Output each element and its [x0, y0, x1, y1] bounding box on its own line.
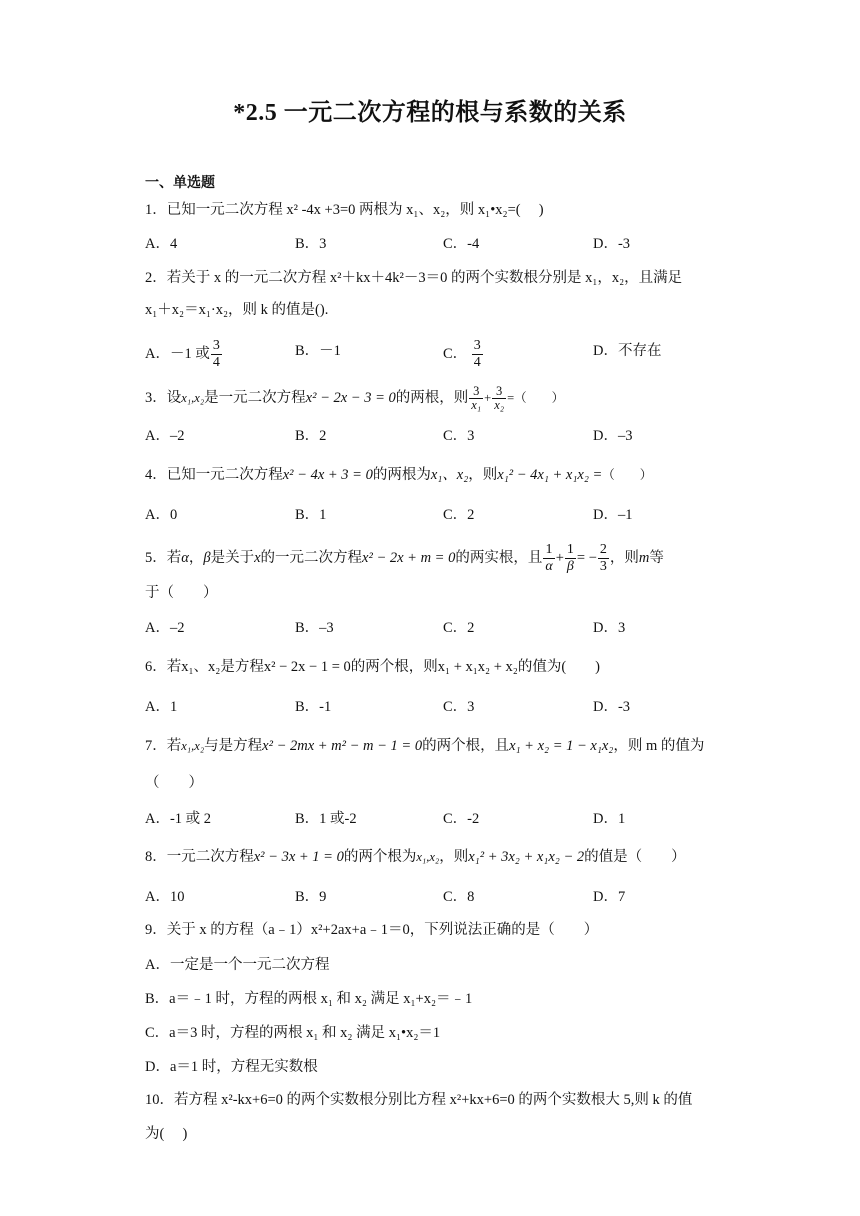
q3-option-c: C．3: [443, 428, 475, 444]
q4-option-d: D．–1: [593, 507, 633, 523]
q2-option-a: A．－1 或 $\frac{3}{4}$: [145, 338, 220, 370]
question-2-line-2: x₁＋x₂＝x₁·x₂，则 k 的值是().: [145, 302, 329, 318]
section-heading: 一、单选题: [145, 176, 215, 191]
fraction: $\frac{3}{4}$: [212, 338, 220, 370]
q4-option-c: C．2: [443, 507, 475, 523]
question-2-line-1: 2．若关于 x 的一元二次方程 x²＋kx＋4k²－3＝0 的两个实数根分别是 x₁，x₂，且满足: [145, 270, 683, 286]
fraction: $\frac{3}{\text{x₂}}$: [494, 384, 505, 412]
question-3: 3．设x₁,x₂是一元二次方程x² − 2x − 3 = 0的两根，则 $\frac{3}{\text{x₁}}$ + $\frac{3}{\text{x₂}}$ =（ ）: [145, 384, 565, 412]
question-6: 6．若x₁、x₂是方程x² − 2x − 1 = 0的两个根，则x₁ + x₁x₂ + x₂的值为( ): [145, 659, 601, 675]
q7-option-a: A．-1 或 2: [145, 811, 212, 827]
q4-option-b: B．1: [295, 507, 327, 523]
fraction: $\frac{3}{\text{x₁}}$: [471, 384, 482, 412]
q3-option-a: A．–2: [145, 428, 185, 444]
q3-option-d: D．–3: [593, 428, 633, 444]
q1-option-b: B．3: [295, 236, 327, 252]
q8-option-a: A．10: [145, 889, 185, 905]
q4-option-a: A．0: [145, 507, 178, 523]
fraction: $\frac{1}{\alpha}$: [545, 542, 553, 574]
question-7-line-1: 7．若x₁,x₂与是方程x² − 2mx + m² − m − 1 = 0的两个根，且x₁ + x₂ = 1 − x₁x₂，则 m 的值为: [145, 738, 705, 754]
q7-option-c: C．-2: [443, 811, 480, 827]
question-1: 1．已知一元二次方程 x² -4x +3=0 两根为 x₁、x₂，则 x₁•x₂=( ): [145, 202, 544, 218]
q9-option-b: B．a＝﹣1 时，方程的两根 x₁ 和 x₂ 满足 x₁+x₂＝﹣1: [145, 991, 473, 1007]
q5-option-d: D．3: [593, 620, 626, 636]
q6-option-c: C．3: [443, 699, 475, 715]
q1-option-c: C．-4: [443, 236, 480, 252]
q8-option-d: D．7: [593, 889, 626, 905]
document-title: *2.5 一元二次方程的根与系数的关系: [233, 100, 627, 126]
q6-option-a: A．1: [145, 699, 178, 715]
fraction: $\frac{3}{4}$: [473, 338, 481, 370]
question-5-line-2: 于（ ）: [145, 585, 218, 601]
q7-option-b: B．1 或-2: [295, 811, 357, 827]
q5-option-b: B．–3: [295, 620, 334, 636]
q1-option-d: D．-3: [593, 236, 631, 252]
q9-option-d: D．a＝1 时，方程无实数根: [145, 1059, 318, 1075]
fraction: $\frac{2}{3}$: [599, 542, 607, 574]
q3-option-b: B．2: [295, 428, 327, 444]
q1-option-a: A．4: [145, 236, 178, 252]
question-8: 8．一元二次方程x² − 3x + 1 = 0的两个根为x₁,x₂，则x₁² + 3x₂ + x₁x₂ − 2的值是（ ）: [145, 849, 686, 865]
question-10-line-2: 为( ): [145, 1126, 188, 1142]
q5-option-c: C．2: [443, 620, 475, 636]
q8-option-b: B．9: [295, 889, 327, 905]
q7-option-d: D．1: [593, 811, 626, 827]
question-10-line-1: 10．若方程 x²-kx+6=0 的两个实数根分别比方程 x²+kx+6=0 的两个实数根大 5,则 k 的值: [145, 1092, 693, 1108]
question-7-line-2: （ ）: [145, 775, 203, 791]
question-9: 9．关于 x 的方程（a﹣1）x²+2ax+a﹣1＝0，下列说法正确的是（ ）: [145, 922, 599, 938]
q5-option-a: A．–2: [145, 620, 185, 636]
question-4: 4．已知一元二次方程x² − 4x + 3 = 0的两根为x₁、x₂，则x₁² − 4x₁ + x₁x₂ =（ ）: [145, 467, 653, 483]
q2-option-c: C． $\frac{3}{4}$: [443, 338, 481, 370]
q6-option-b: B．-1: [295, 699, 332, 715]
q9-option-a: A．一定是一个一元二次方程: [145, 957, 330, 973]
q2-option-b: B．－1: [295, 343, 341, 359]
q6-option-d: D．-3: [593, 699, 631, 715]
question-5-line-1: 5．若α，β是关于x的一元二次方程x² − 2x + m = 0的两实根，且 $\frac{1}{\alpha}$ + $\frac{1}{\beta}$ = − $\frac{2}{3}$ ，则m等: [145, 542, 664, 574]
fraction: $\frac{1}{\beta}$: [566, 542, 574, 574]
q8-option-c: C．8: [443, 889, 475, 905]
q9-option-c: C．a＝3 时，方程的两根 x₁ 和 x₂ 满足 x₁•x₂＝1: [145, 1025, 441, 1041]
q2-option-d: D．不存在: [593, 343, 662, 359]
